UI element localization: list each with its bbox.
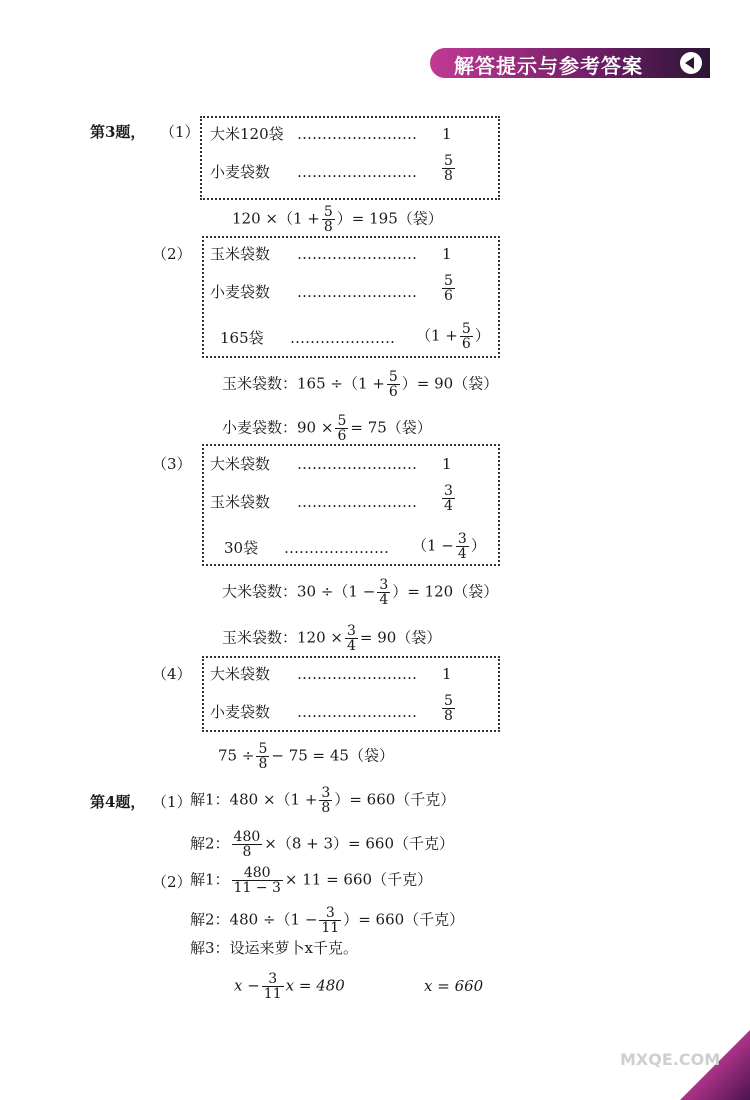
q4-p2-solution-3: 解3：设运来萝卜x千克。: [190, 939, 359, 957]
back-arrow-icon: [680, 52, 702, 74]
row-dots: ……………………: [297, 493, 417, 511]
row-dots: …………………: [284, 539, 389, 557]
row-value: 1: [442, 665, 452, 683]
row-fraction-expr: （1 + $\frac{5}{6}$ ）: [416, 321, 490, 352]
row-name: 玉米袋数: [210, 245, 271, 263]
q3-p2-box: [202, 236, 500, 358]
q3-p3-equation-1: 大米袋数：30 ÷（1 − $\frac{3}{4}$ ）= 120（袋）: [222, 577, 499, 608]
row-name: 玉米袋数: [210, 493, 271, 511]
row-dots: ……………………: [297, 125, 417, 143]
row-name: 30袋: [224, 539, 259, 557]
row-name: 大米120袋: [210, 125, 284, 143]
q4-p1-solution-1: 解1：480 ×（1 + $\frac{3}{8}$ ）= 660（千克）: [190, 785, 456, 816]
row-fraction: $\frac{5}{8}$: [444, 693, 453, 724]
row-fraction: $\frac{5}{6}$: [444, 273, 453, 304]
q4-p1-label: （1）: [152, 793, 192, 811]
q4-p2-result: x = 660: [424, 977, 484, 995]
row-name: 大米袋数: [210, 665, 271, 683]
q3-p1-box: [200, 116, 500, 200]
q3-p4-equation: 75 ÷ $\frac{5}{8}$ − 75 = 45（袋）: [218, 741, 394, 772]
q3-p2-equation-2: 小麦袋数：90 × $\frac{5}{6}$ = 75（袋）: [222, 413, 432, 444]
page-header-title: 解答提示与参考答案: [454, 54, 643, 78]
row-dots: ……………………: [297, 163, 417, 181]
row-fraction: $\frac{3}{4}$: [444, 483, 453, 514]
row-name: 小麦袋数: [210, 703, 271, 721]
row-value: 1: [442, 455, 452, 473]
row-value: 1: [442, 125, 452, 143]
q3-p2-label: （2）: [152, 245, 192, 263]
q4-p2-solution-2: 解2：480 ÷（1 − $\frac{3}{11}$ ）= 660（千克）: [190, 905, 465, 936]
q3-p2-equation-1: 玉米袋数：165 ÷（1 + $\frac{5}{6}$ ）= 90（袋）: [222, 369, 499, 400]
q3-p3-label: （3）: [152, 455, 192, 473]
q3-p4-label: （4）: [152, 665, 192, 683]
q3-label: 第3题，: [90, 123, 146, 141]
q3-p1-equation: 120 ×（1 + $\frac{5}{8}$ ）= 195（袋）: [232, 204, 443, 235]
q4-p2-label: （2）: [152, 873, 192, 891]
row-fraction-expr: （1 − $\frac{3}{4}$ ）: [412, 531, 486, 562]
q4-label: 第4题，: [90, 793, 146, 811]
q3-p1-label: （1）: [160, 123, 200, 141]
q3-p4-box: [202, 656, 500, 732]
row-fraction: $\frac{5}{8}$: [444, 153, 453, 184]
row-dots: …………………: [290, 329, 395, 347]
q4-p2-equation: x − $\frac{3}{11}$ x = 480: [234, 971, 345, 1002]
row-dots: ……………………: [297, 703, 417, 721]
q4-p1-solution-2: 解2： $\frac{480}{8}$ ×（8 + 3）= 660（千克）: [190, 829, 455, 860]
row-name: 165袋: [220, 329, 264, 347]
row-dots: ……………………: [297, 245, 417, 263]
q4-p2-solution-1: 解1： $\frac{480}{11 - 3}$ × 11 = 660（千克）: [190, 865, 433, 896]
watermark: MXQE.COM: [620, 1050, 721, 1069]
row-value: 1: [442, 245, 452, 263]
q3-p3-equation-2: 玉米袋数：120 × $\frac{3}{4}$ = 90（袋）: [222, 623, 442, 654]
row-name: 小麦袋数: [210, 163, 271, 181]
row-dots: ……………………: [297, 283, 417, 301]
row-name: 小麦袋数: [210, 283, 271, 301]
row-dots: ……………………: [297, 455, 417, 473]
row-name: 大米袋数: [210, 455, 271, 473]
row-dots: ……………………: [297, 665, 417, 683]
q3-p3-box: [202, 444, 500, 566]
